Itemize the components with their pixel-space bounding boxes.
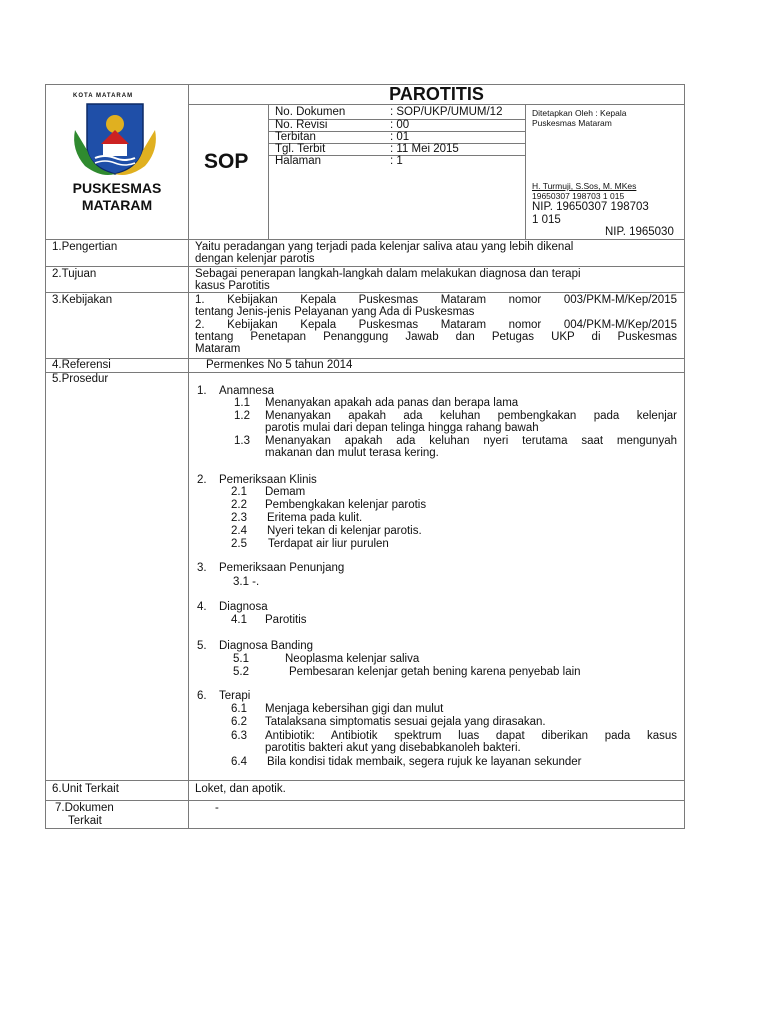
row-line-dokumen [45, 800, 685, 801]
prosedur-2-5-num: 2.5 [231, 538, 247, 550]
prosedur-5-2-num: 5.2 [233, 666, 249, 678]
prosedur-2-1-text: Demam [265, 486, 306, 498]
meta-label-halaman: Halaman [275, 155, 322, 167]
meta-label-tgl-terbit: Tgl. Terbit [275, 143, 326, 155]
prosedur-1-title: Anamnesa [219, 385, 274, 397]
label-unit-terkait: 6.Unit Terkait [52, 783, 119, 795]
approval-line1: Ditetapkan Oleh : Kepala [532, 108, 627, 118]
meta-value-terbitan: : 01 [390, 131, 410, 143]
prosedur-6-4-text: Bila kondisi tidak membaik, segera rujuk ke layanan sekunder [267, 756, 582, 768]
label-dokumen-terkait-2: Terkait [68, 815, 102, 827]
approver-nip-line1: NIP. 19650307 198703 [532, 201, 649, 213]
org-name-line2: MATARAM [81, 197, 153, 213]
prosedur-1-3-text-a: Menanyakan apakah ada keluhan nyeri terutama saat mengunyah [265, 435, 677, 447]
meta-label-terbitan: Terbitan [275, 131, 316, 143]
kebijakan-line2: tentang Jenis-jenis Pelayanan yang Ada di Puskesmas [195, 306, 475, 318]
document-title: PAROTITIS [389, 84, 484, 104]
kebijakan-line4: tentang Penetapan Penanggung Jawab dan Petugas UKP di Puskesmas [195, 331, 677, 343]
border-right [684, 84, 685, 829]
prosedur-3-1-text: 3.1 -. [233, 576, 260, 588]
row-line-tujuan [45, 266, 685, 267]
prosedur-3-num: 3. [197, 562, 207, 574]
label-tujuan: 2.Tujuan [52, 268, 97, 280]
row-line-prosedur [45, 372, 685, 373]
prosedur-5-2-text: Pembesaran kelenjar getah bening karena penyebab lain [289, 666, 581, 678]
meta-label-no-dokumen: No. Dokumen [275, 106, 346, 118]
prosedur-2-3-num: 2.3 [231, 512, 247, 524]
kebijakan-line5: Mataram [195, 343, 241, 355]
referensi-value: Permenkes No 5 tahun 2014 [206, 359, 353, 371]
pengertian-line2: dengan kelenjar parotis [195, 253, 315, 265]
label-prosedur: 5.Prosedur [52, 373, 109, 385]
approver-nip-small: 19650307 198703 1 015 [532, 191, 625, 201]
prosedur-5-1-text: Neoplasma kelenjar saliva [285, 653, 420, 665]
prosedur-4-1-num: 4.1 [231, 614, 247, 626]
prosedur-2-title: Pemeriksaan Klinis [219, 474, 317, 486]
label-kebijakan: 3.Kebijakan [52, 294, 113, 306]
prosedur-6-title: Terapi [219, 690, 251, 702]
approval-line2: Puskesmas Mataram [532, 118, 612, 128]
prosedur-1-num: 1. [197, 385, 207, 397]
prosedur-1-2-num: 1.2 [234, 410, 250, 422]
prosedur-4-1-text: Parotitis [265, 614, 307, 626]
approver-name: H. Turmuji, S.Sos, M. MKes [532, 181, 637, 191]
prosedur-1-2-text-b: parotis mulai dari depan telinga hingga rahang bawah [265, 422, 539, 434]
meta-value-tgl-terbit: : 11 Mei 2015 [390, 143, 459, 155]
prosedur-4-title: Diagnosa [219, 601, 268, 613]
prosedur-2-5-text: Terdapat air liur purulen [268, 538, 389, 550]
border-bottom [45, 828, 685, 829]
prosedur-2-4-num: 2.4 [231, 525, 247, 537]
prosedur-2-num: 2. [197, 474, 207, 486]
sop-divider [268, 104, 269, 239]
prosedur-6-1-num: 6.1 [231, 703, 247, 715]
prosedur-6-3-text-b: parotitis bakteri akut yang disebabkanoleh bakteri. [265, 742, 521, 754]
sop-label: SOP [204, 150, 249, 173]
kebijakan-line3: 2. Kebijakan Kepala Puskesmas Mataram nomor 004/PKM-M/Kep/2015 [195, 319, 677, 331]
approval-divider [525, 104, 526, 239]
prosedur-5-num: 5. [197, 640, 207, 652]
prosedur-6-4-num: 6.4 [231, 756, 247, 768]
prosedur-3-title: Pemeriksaan Penunjang [219, 562, 345, 574]
prosedur-2-1-num: 2.1 [231, 486, 247, 498]
pengertian-line1: Yaitu peradangan yang terjadi pada kelenjar saliva atau yang lebih dikenal [195, 241, 574, 253]
prosedur-6-2-text: Tatalaksana simptomatis sesuai gejala yang dirasakan. [265, 716, 546, 728]
prosedur-5-1-num: 5.1 [233, 653, 249, 665]
label-referensi: 4.Referensi [52, 359, 111, 371]
border-left [45, 84, 46, 829]
kebijakan-line1: 1. Kebijakan Kepala Puskesmas Mataram nomor 003/PKM-M/Kep/2015 [195, 294, 677, 306]
approver-nip-line3: NIP. 1965030 [605, 226, 674, 238]
logo-city-label: KOTA MATARAM [73, 93, 134, 99]
org-name-line1: PUSKESMAS [72, 180, 162, 196]
meta-value-no-dokumen: : SOP/UKP/UMUM/12 [390, 106, 503, 118]
prosedur-6-3-num: 6.3 [231, 730, 247, 742]
meta-value-halaman: : 1 [390, 155, 403, 167]
prosedur-6-1-text: Menjaga kebersihan gigi dan mulut [265, 703, 444, 715]
row-line-referensi [45, 358, 685, 359]
prosedur-1-2-text-a: Menanyakan apakah ada keluhan pembengkakan pada kelenjar [265, 410, 677, 422]
city-emblem-icon [67, 100, 163, 178]
prosedur-2-2-text: Pembengkakan kelenjar parotis [265, 499, 427, 511]
column-divider [188, 84, 189, 829]
row-line-pengertian [45, 239, 685, 240]
meta-value-no-revisi: : 00 [390, 119, 410, 131]
label-dokumen-terkait-1: 7.Dokumen [55, 802, 114, 814]
prosedur-2-3-text: Eritema pada kulit. [267, 512, 363, 524]
prosedur-5-title: Diagnosa Banding [219, 640, 313, 652]
unit-terkait-value: Loket, dan apotik. [195, 783, 286, 795]
prosedur-2-2-num: 2.2 [231, 499, 247, 511]
prosedur-1-1-text: Menanyakan apakah ada panas dan berapa lama [265, 397, 519, 409]
prosedur-1-3-num: 1.3 [234, 435, 250, 447]
row-line-kebijakan [45, 292, 685, 293]
tujuan-line2: kasus Parotitis [195, 280, 270, 292]
sop-document [45, 84, 685, 829]
prosedur-4-num: 4. [197, 601, 207, 613]
prosedur-2-4-text: Nyeri tekan di kelenjar parotis. [267, 525, 422, 537]
row-line-unit [45, 780, 685, 781]
meta-label-no-revisi: No. Revisi [275, 119, 328, 131]
prosedur-1-3-text-b: makanan dan mulut terasa kering. [265, 447, 439, 459]
prosedur-6-num: 6. [197, 690, 207, 702]
prosedur-6-3-text-a: Antibiotik: Antibiotik spektrum luas dapat diberikan pada kasus [265, 730, 677, 742]
prosedur-1-1-num: 1.1 [234, 397, 250, 409]
prosedur-6-2-num: 6.2 [231, 716, 247, 728]
tujuan-line1: Sebagai penerapan langkah-langkah dalam melakukan diagnosa dan terapi [195, 268, 581, 280]
label-pengertian: 1.Pengertian [52, 241, 118, 253]
dokumen-terkait-value: - [215, 802, 219, 814]
approver-nip-line2: 1 015 [532, 214, 561, 226]
